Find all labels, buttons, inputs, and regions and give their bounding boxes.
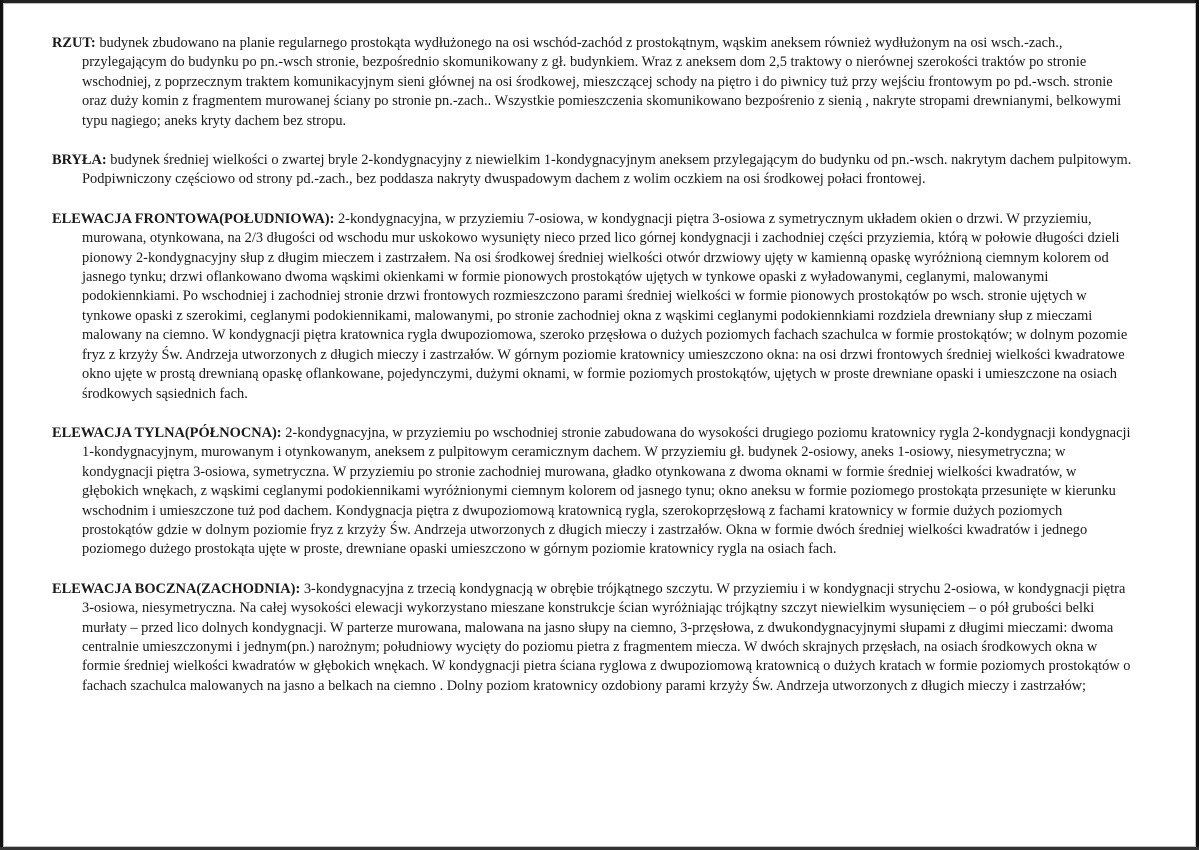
section-elewacja-frontowa [52,210,1132,404]
section-text: 3-kondygnacyjna z trzecią kondygnacją w obrębie trójkątnego szczytu. W przyziemiu i w kondygnacji strychu 2-osiowa, w kondygnacji piętra 3-osiowa, niesymetryczna. Na całej wysokości elewacji wykorzystano mieszane konstrukcje ścian wyróżniając trójkątny szczyt niewielkim wysunięciem – o pół grubości belki murłaty – przed lico dolnych kondygnacji. W parterze murowana, malowana na jasno słupy na ciemno, 3-przęsłowa, z dwukondygnacyjnymi słupami z długimi mieczami: dwoma centralnie umieszczonymi i jednym(pn.) narożnym; południowy wycięty do poziomu pietra z fragmentem miecza. W dwóch skrajnych przęsłach, na osiach środkowych okna w formie średniej wielkości kwadratów w głębokich wnękach. W kondygnacji pietra ściana ryglowa z dwupoziomową kratownicą o dużych kratach w formie poziomych prostokątów o fachach szachulca malowanych na jasno a belkach na ciemno . Dolny poziom kratownicy ozdobiony parami krzyży Św. Andrzeja utworzonych z długich mieczy i zastrzałów; [82,580,1131,694]
section-rzut [52,34,1132,131]
document-body [52,34,1132,716]
section-elewacja-tylna [52,424,1132,560]
section-text: 2-kondygnacyjna, w przyziemiu 7-osiowa, w kondygnacji piętra 3-osiowa z symetrycznym układem okien o drzwi. W przyziemiu, murowana, otynkowana, na 2/3 długości od wschodu mur uskokowo wysunięty nieco przed lico górnej kondygnacji i zachodniej części przyziemia, którą w połowie długości dzieli pionowy 2-kondygnacyjny słup z długim mieczem i zastrzałem. Na osi środkowej średniej wielkości otwór drzwiowy ujęty w kamienną opaskę wyróżnioną ciemnym kolorem od jasnego tynku; drzwi oflankowano dwoma wąskimi okienkami w formie pionowych prostokątów ujętych w tynkowe opaski z wyładowanymi, ceglanymi, malowanymi podokiennkiami. Po wschodniej i zachodniej stronie drzwi frontowych rozmieszczono parami średniej wielkości w formie pionowych prostokątów po wsch. stronie ujętych w tynkowe opaski z szerokimi, ceglanymi podokiennikami, malowanymi, po stronie zachodniej okna z wąskimi ceglanymi podokiennkiami rozdziela drewniany słup z mieczami malowany na ciemno. W kondygnacji piętra kratownica rygla dwupoziomowa, szeroko przęsłowa o dużych poziomych fachach szachulca w formie prostokątów; w dolnym pozomie fryz z krzyży Św. Andrzeja utworzonych z długich mieczy i zastrzałów. W górnym poziomie kratownicy umieszczono okna: na osi drzwi frontowych średniej wielkości kwadratowe okno ujęte w prostą drewnianą opaskę oflankowane, pojedynczymi, dużymi oknami, w formie poziomych prostokątów, ujętych w proste drewniane opaski i umieszczone na osiach środkowych sąsiednich fach. [82,210,1128,402]
section-heading: ELEWACJA FRONTOWA(POŁUDNIOWA): [52,210,335,227]
section-bryla [52,151,1132,190]
section-text: 2-kondygnacyjna, w przyziemiu po wschodniej stronie zabudowana do wysokości drugiego poziomu kratownicy rygla 2-kondygnacji kondygnacji 1-kondygnacyjnym, murowanym i otynkowanym, aneksem z pulpitowym ceramicznym dachem. W przyziemiu gł. budynek 2-osiowy, aneks 1-osiowy, niesymetryczna; w kondygnacji piętra 3-osiowa, symetryczna. W przyziemiu po stronie zachodniej murowana, gładko otynkowana z dwoma oknami w formie średniej wielkości kwadratów, w głębokich wnękach, z wąskimi ceglanymi podokiennikami wyróżnionymi ciemnym kolorem od jasnego tynu; okno aneksu w formie poziomego prostokąta przesunięte w kierunku wschodnim i umieszczone tuż pod dachem. Kondygnacja piętra z dwupoziomową kratownicą rygla, szerokoprzęsłową z fachami kratownicy w formie dużych poziomych prostokątów gdzie w dolnym poziomie fryz z krzyży Św. Andrzeja utworzonych z długich mieczy i zastrzałów. Okna w formie dwóch średniej wielkości kwadratów i jednego poziomego dużego prostokąta ujęte w proste, drewniane opaski umieszczono w górnym poziomie kratownicy rygla na osiach fach. [82,424,1131,558]
section-text: budynek średniej wielkości o zwartej bryle 2-kondygnacyjny z niewielkim 1-kondygnacyjnym aneksem przylegającym do budynku od pn.-wsch. nakrytym dachem pulpitowym. Podpiwniczony częściowo od strony pd.-zach., bez poddasza nakryty dwuspadowym dachem z wolim oczkiem na osi środkowej połaci frontowej. [82,152,1132,188]
section-heading: ELEWACJA BOCZNA(ZACHODNIA): [52,580,301,597]
section-heading: ELEWACJA TYLNA(PÓŁNOCNA): [52,424,282,441]
section-elewacja-boczna [52,580,1132,696]
section-heading: BRYŁA: [52,152,107,169]
section-heading: RZUT: [52,35,96,51]
section-text: budynek zbudowano na planie regularnego prostokąta wydłużonego na osi wschód-zachód z prostokątnym, wąskim aneksem również wydłużonym na osi wsch.-zach., przylegającym do budynku po pn.-wsch stronie, bezpośrednio skomunikowany z gł. budynkiem. Wraz z aneksem dom 2,5 traktowy o nierównej szerokości traktów po stronie wschodniej, z poprzecznym traktem komunikacyjnym sieni głównej na osi środkowej, mieszczącej schody na piętro i do piwnicy tuż przy wejściu frontowym po pd.-wsch. stronie oraz duży komin z fragmentem murowanej ściany po stronie pn.-zach.. Wszystkie pomieszczenia skomunikowano bezpośrenio z sienią , nakryte stropami drewnianymi, belkowymi typu nagiego; aneks kryty dachem bez stropu. [82,35,1122,129]
